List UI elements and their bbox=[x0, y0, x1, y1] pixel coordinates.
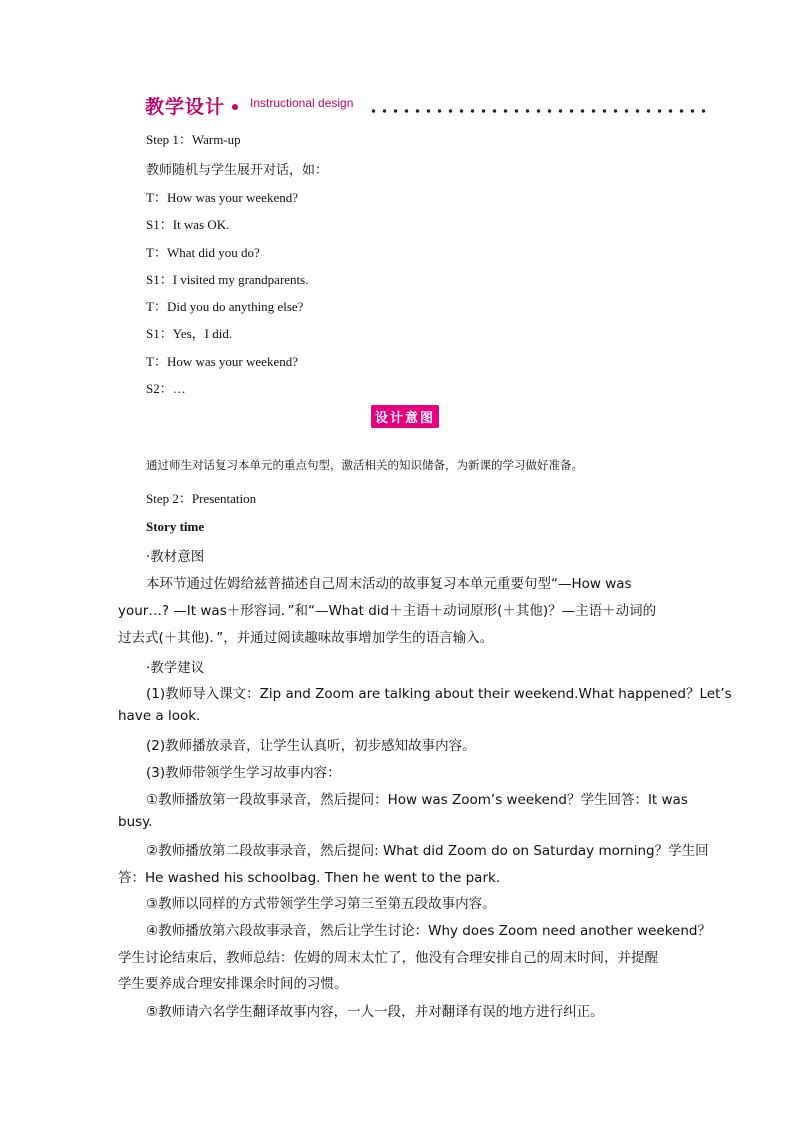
dialog-line: S1：It was OK. bbox=[146, 217, 230, 232]
material-label: ·教材意图 bbox=[146, 549, 205, 565]
section-title: 教学设计 bbox=[145, 96, 226, 118]
dialog-line: T：How was your weekend? bbox=[146, 190, 298, 205]
dialog-line: S1：Yes，I did. bbox=[146, 326, 233, 341]
dialog-line: T：How was your weekend? bbox=[146, 354, 298, 369]
dialog-line: T：What did you do? bbox=[146, 245, 260, 260]
suggest-label: ·教学建议 bbox=[146, 660, 205, 676]
dialog-line: S2：… bbox=[146, 381, 186, 396]
suggest-line: busy. bbox=[118, 814, 153, 830]
suggest-line: have a look. bbox=[118, 708, 201, 724]
title-bullet-dot bbox=[232, 104, 238, 110]
material-line: your…? —It was＋形容词．”和“—What did＋主语＋动词原形(＋其他)？—主语＋动词的 bbox=[118, 603, 657, 619]
dialog-line: T：Did you do anything else? bbox=[146, 299, 304, 314]
material-line: 过去式(＋其他)．”，并通过阅读趣味故事增加学生的语言输入。 bbox=[118, 630, 494, 646]
suggest-line: (1)教师导入课文：Zip and Zoom are talking about their weekend.What happened？Let’s bbox=[146, 686, 732, 702]
suggest-line: (3)教师带领学生学习故事内容： bbox=[146, 765, 341, 781]
story-time-heading: Story time bbox=[146, 519, 205, 534]
material-line: 本环节通过佐姆给兹普描述自己周末活动的故事复习本单元重要句型“—How was bbox=[146, 576, 632, 592]
design-intent-badge: 设计意图 bbox=[371, 405, 439, 428]
suggest-line: ④教师播放第六段故事录音，然后让学生讨论：Why does Zoom need another weekend？ bbox=[146, 923, 711, 939]
step1-heading: Step 1：Warm-up bbox=[146, 132, 241, 147]
dialog-line: S1：I visited my grandparents. bbox=[146, 272, 309, 287]
design-intent-text: 通过师生对话复习本单元的重点句型，激活相关的知识储备，为新课的学习做好准备。 bbox=[146, 458, 583, 472]
step1-intro: 教师随机与学生展开对话，如： bbox=[146, 163, 329, 178]
suggest-line: ①教师播放第一段故事录音，然后提问：How was Zoom’s weekend？学生回答：It was bbox=[146, 792, 688, 808]
step2-heading: Step 2：Presentation bbox=[146, 491, 257, 506]
suggest-line: ②教师播放第二段故事录音，然后提问: What did Zoom do on Saturday morning？学生回 bbox=[146, 843, 709, 859]
dotted-rule bbox=[368, 108, 708, 114]
suggest-line: ③教师以同样的方式带领学生学习第三至第五段故事内容。 bbox=[146, 896, 496, 912]
suggest-line: 学生讨论结束后，教师总结：佐姆的周末太忙了，他没有合理安排自己的周末时间，并提醒 bbox=[118, 950, 658, 966]
suggest-line: (2)教师播放录音，让学生认真听，初步感知故事内容。 bbox=[146, 738, 476, 754]
suggest-line: ⑤教师请六名学生翻译故事内容，一人一段，并对翻译有误的地方进行纠正。 bbox=[146, 1004, 604, 1020]
section-subtitle: Instructional design bbox=[250, 96, 354, 110]
suggest-line: 答：He washed his schoolbag. Then he went to the park. bbox=[118, 870, 501, 886]
suggest-line: 学生要养成合理安排课余时间的习惯。 bbox=[118, 976, 348, 992]
